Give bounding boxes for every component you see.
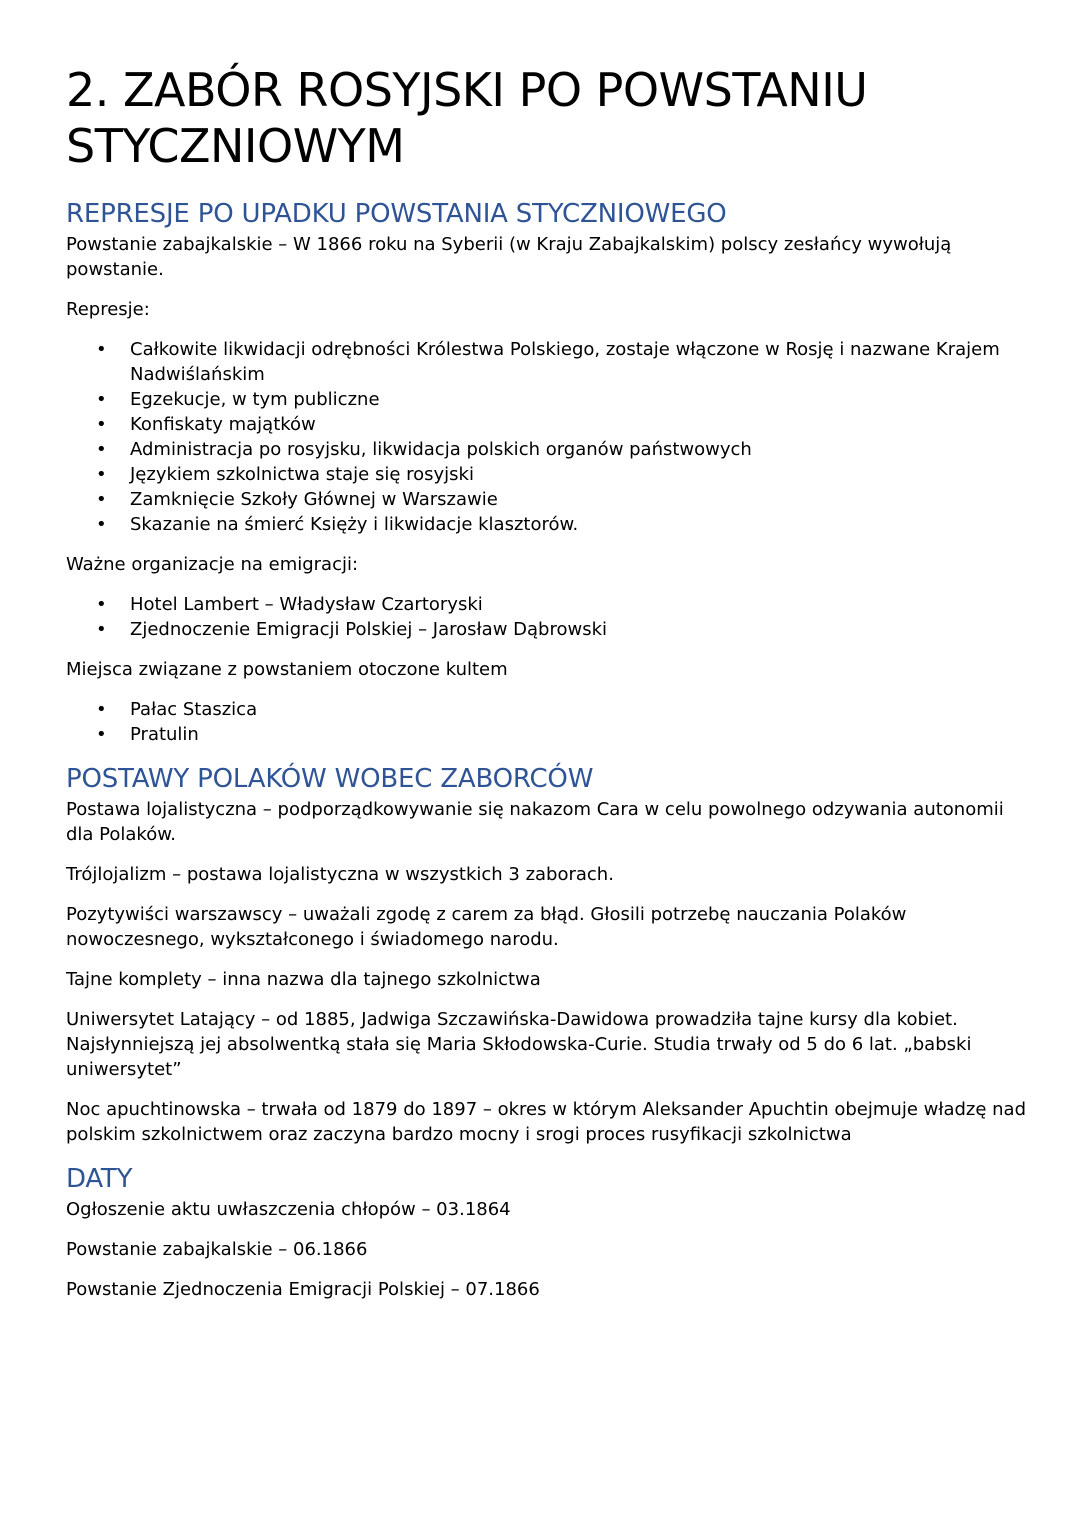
document-title: 2. ZABÓR ROSYJSKI PO POWSTANIU STYCZNIOWYM [66, 63, 868, 173]
bullet-icon: • [96, 699, 107, 720]
list-item [96, 722, 1026, 747]
paragraph: Pozytywiści warszawscy – uważali zgodę z carem za błąd. Głosili potrzebę nauczania Polaków nowoczesnego, wykształconego i świadomego narodu. [66, 904, 907, 950]
list-item-text: Pratulin [130, 724, 199, 745]
paragraph: Uniwersytet Latający – od 1885, Jadwiga Szczawińska-Dawidowa prowadziła tajne kursy dla kobiet. Najsłynniejszą jej absolwentką stała się Maria Skłodowska-Curie. Studia trwały od 5 do 6 lat. „babski uniwersytet” [66, 1009, 972, 1080]
bullet-list [66, 337, 1026, 537]
paragraph: Tajne komplety – inna nazwa dla tajnego szkolnictwa [66, 969, 541, 990]
list-item [96, 437, 1026, 462]
bullet-icon: • [96, 389, 107, 410]
bullet-icon: • [96, 724, 107, 745]
section [66, 1163, 1026, 1302]
list-item [96, 462, 1026, 487]
document-body [66, 198, 1026, 1302]
list-item [96, 697, 1026, 722]
list-item [96, 337, 1026, 387]
bullet-list [66, 697, 1026, 747]
paragraph: Miejsca związane z powstaniem otoczone kultem [66, 659, 508, 680]
list-item [96, 617, 1026, 642]
paragraph: Powstanie Zjednoczenia Emigracji Polskiej – 07.1866 [66, 1279, 540, 1300]
bullet-list [66, 592, 1026, 642]
list-item-text: Skazanie na śmierć Księży i likwidacje klasztorów. [130, 514, 579, 535]
paragraph: Noc apuchtinowska – trwała od 1879 do 1897 – okres w którym Aleksander Apuchtin obejmuje władzę nad polskim szkolnictwem oraz zaczyna bardzo mocny i srogi proces rusyfikacji szkolnictwa [66, 1099, 1027, 1145]
bullet-icon: • [96, 439, 107, 460]
list-item-text: Językiem szkolnictwa staje się rosyjski [130, 464, 474, 485]
section-heading: DATY [66, 1164, 133, 1194]
list-item-text: Zjednoczenie Emigracji Polskiej – Jarosław Dąbrowski [130, 619, 607, 640]
bullet-icon: • [96, 514, 107, 535]
paragraph: Postawa lojalistyczna – podporządkowywanie się nakazom Cara w celu powolnego odzywania autonomii dla Polaków. [66, 799, 1004, 845]
paragraph: Powstanie zabajkalskie – W 1866 roku na Syberii (w Kraju Zabajkalskim) polscy zesłańcy wywołują powstanie. [66, 234, 952, 280]
paragraph: Powstanie zabajkalskie – 06.1866 [66, 1239, 368, 1260]
bullet-icon: • [96, 464, 107, 485]
bullet-icon: • [96, 619, 107, 640]
bullet-icon: • [96, 489, 107, 510]
section-heading: REPRESJE PO UPADKU POWSTANIA STYCZNIOWEGO [66, 199, 727, 229]
list-item-text: Całkowite likwidacji odrębności Królestwa Polskiego, zostaje włączone w Rosję i nazwane Krajem Nadwiślańskim [130, 339, 1000, 385]
document-page [66, 62, 1026, 1318]
paragraph: Represje: [66, 299, 150, 320]
paragraph: Ogłoszenie aktu uwłaszczenia chłopów – 03.1864 [66, 1199, 511, 1220]
section [66, 763, 1026, 1147]
paragraph: Trójlojalizm – postawa lojalistyczna w wszystkich 3 zaborach. [66, 864, 614, 885]
section [66, 198, 1026, 747]
list-item-text: Konfiskaty majątków [130, 414, 316, 435]
list-item [96, 412, 1026, 437]
section-heading: POSTAWY POLAKÓW WOBEC ZABORCÓW [66, 764, 594, 794]
list-item [96, 387, 1026, 412]
list-item [96, 487, 1026, 512]
bullet-icon: • [96, 339, 107, 360]
list-item-text: Pałac Staszica [130, 699, 258, 720]
list-item [96, 592, 1026, 617]
bullet-icon: • [96, 414, 107, 435]
list-item-text: Egzekucje, w tym publiczne [130, 389, 380, 410]
list-item-text: Administracja po rosyjsku, likwidacja polskich organów państwowych [130, 439, 752, 460]
list-item-text: Hotel Lambert – Władysław Czartoryski [130, 594, 483, 615]
list-item [96, 512, 1026, 537]
bullet-icon: • [96, 594, 107, 615]
list-item-text: Zamknięcie Szkoły Głównej w Warszawie [130, 489, 498, 510]
paragraph: Ważne organizacje na emigracji: [66, 554, 359, 575]
